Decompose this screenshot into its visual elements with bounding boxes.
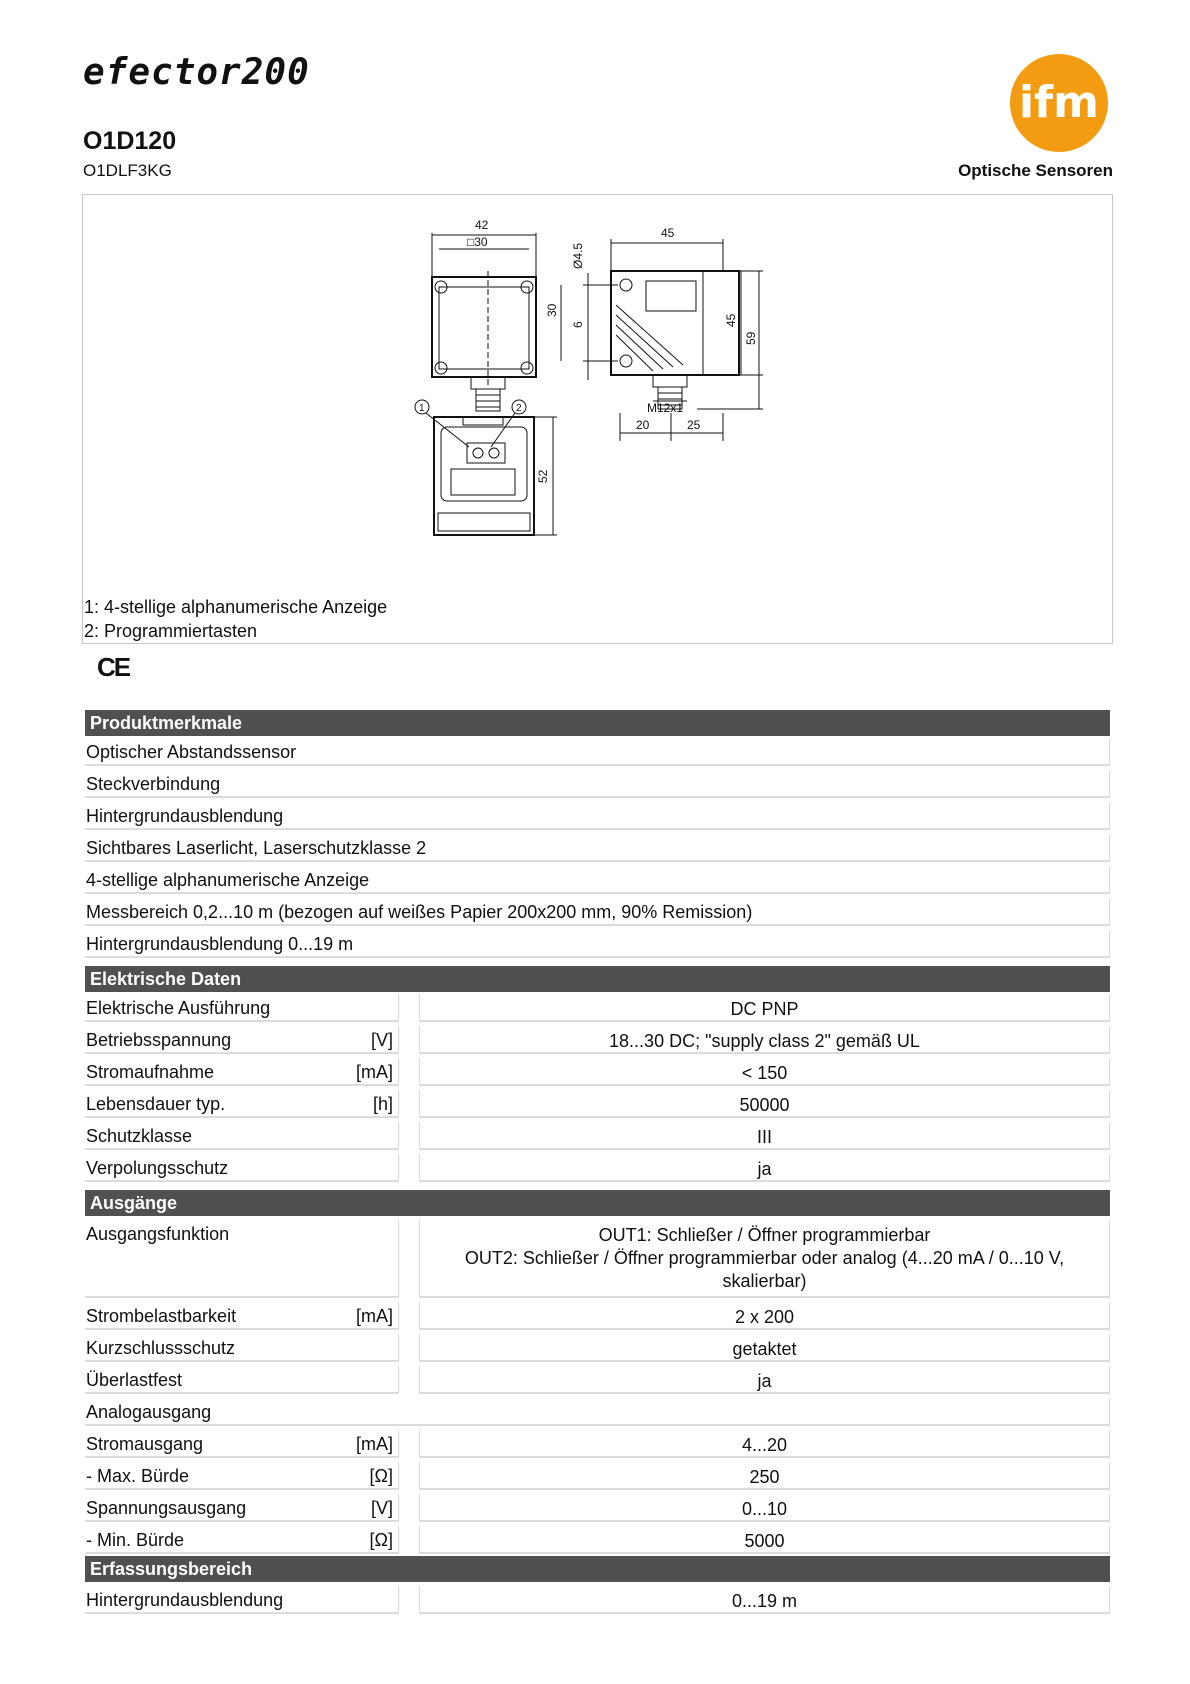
spec-value: getaktet xyxy=(732,1339,797,1359)
spec-label: Stromaufnahme xyxy=(86,1062,215,1082)
spec-label: Überlastfest xyxy=(86,1370,183,1390)
brand-text: efector200 xyxy=(83,52,310,93)
dim-25: 25 xyxy=(687,418,701,432)
spec-value: 5000 xyxy=(744,1531,785,1551)
section-header-elektrische-daten: Elektrische Daten xyxy=(85,966,1110,992)
logo-text: ifm xyxy=(1018,77,1100,128)
spec-value: 0...10 xyxy=(741,1499,788,1519)
spec-value: DC PNP xyxy=(730,999,799,1019)
feature-text: Sichtbares Laserlicht, Laserschutzklasse 2 xyxy=(86,838,427,858)
dimension-drawing xyxy=(83,195,1112,590)
feature-text: Hintergrundausblendung xyxy=(86,806,284,826)
feature-text: Hintergrundausblendung 0...19 m xyxy=(86,934,354,954)
product-category: Optische Sensoren xyxy=(958,161,1113,180)
section-header-ausgaenge: Ausgänge xyxy=(85,1190,1110,1216)
legend-item-1: 1: 4-stellige alphanumerische Anzeige xyxy=(84,597,388,617)
spec-row xyxy=(85,1090,1110,1118)
spec-value: III xyxy=(756,1127,772,1147)
legend-item-2: 2: Programmiertasten xyxy=(84,621,258,641)
spec-value: 0...19 m xyxy=(731,1591,798,1611)
spec-label: Stromausgang xyxy=(86,1434,204,1454)
section-header-produktmerkmale: Produktmerkmale xyxy=(85,710,1110,736)
feature-row xyxy=(85,866,1110,894)
dim-6: 6 xyxy=(571,321,585,328)
dim-20: 20 xyxy=(636,418,650,432)
spec-unit: [h] xyxy=(372,1094,393,1114)
spec-row xyxy=(85,1494,1110,1522)
spec-unit: [V] xyxy=(370,1030,393,1050)
spec-value: 250 xyxy=(749,1467,780,1487)
dim-45-vertical: 45 xyxy=(724,313,738,327)
dim-52: 52 xyxy=(536,469,550,483)
spec-label: Ausgangsfunktion xyxy=(86,1224,230,1244)
spec-row xyxy=(85,1154,1110,1182)
spec-label: Spannungsausgang xyxy=(86,1498,247,1518)
subheading-row-analogausgang xyxy=(85,1398,1110,1426)
feature-row xyxy=(85,898,1110,926)
callout-2: 2 xyxy=(516,403,522,414)
feature-row xyxy=(85,738,1110,766)
feature-text: Steckverbindung xyxy=(86,774,221,794)
spec-row xyxy=(85,1430,1110,1458)
feature-text: Optischer Abstandssensor xyxy=(86,742,297,762)
spec-label: Lebensdauer typ. xyxy=(86,1094,226,1114)
dim-42: 42 xyxy=(475,218,489,232)
spec-label: - Max. Bürde xyxy=(86,1466,190,1486)
spec-label: Betriebsspannung xyxy=(86,1030,232,1050)
feature-row xyxy=(85,930,1110,958)
spec-value: ja xyxy=(757,1371,772,1391)
spec-row xyxy=(85,1122,1110,1150)
spec-label: Elektrische Ausführung xyxy=(86,998,271,1018)
product-code: O1DLF3KG xyxy=(83,161,172,180)
spec-value: < 150 xyxy=(741,1063,788,1083)
spec-unit: [mA] xyxy=(355,1306,393,1326)
spec-unit: [Ω] xyxy=(369,1466,393,1486)
spec-row xyxy=(85,1366,1110,1394)
spec-label: Verpolungsschutz xyxy=(86,1158,229,1178)
spec-value: 18...30 DC; "supply class 2" gemäß UL xyxy=(609,1031,920,1051)
brand-wordmark xyxy=(83,52,383,92)
feature-row xyxy=(85,770,1110,798)
spec-unit: [V] xyxy=(370,1498,393,1518)
spec-row-ausgangsfunktion xyxy=(85,1220,1110,1298)
feature-text: 4-stellige alphanumerische Anzeige xyxy=(86,870,370,890)
spec-unit: [mA] xyxy=(355,1062,393,1082)
subheading-analogausgang: Analogausgang xyxy=(86,1402,212,1422)
spec-value-line: OUT1: Schließer / Öffner programmierbar xyxy=(598,1225,931,1245)
spec-row xyxy=(85,994,1110,1022)
spec-value-line: skalierbar) xyxy=(722,1271,807,1291)
spec-label: Kurzschlussschutz xyxy=(86,1338,236,1358)
dim-45: 45 xyxy=(661,226,675,240)
dim-30: 30 xyxy=(545,303,559,317)
spec-label: Strombelastbarkeit xyxy=(86,1306,237,1326)
spec-value: 4...20 xyxy=(741,1435,788,1455)
spec-value: 2 x 200 xyxy=(734,1307,795,1327)
spec-value: 50000 xyxy=(739,1095,790,1115)
section-header-erfassungsbereich: Erfassungsbereich xyxy=(85,1556,1110,1582)
dim-59: 59 xyxy=(744,331,758,345)
spec-row xyxy=(85,1586,1110,1614)
dimension-drawing-box xyxy=(82,194,1113,644)
callout-1: 1 xyxy=(419,403,425,414)
spec-unit: [mA] xyxy=(355,1434,393,1454)
ce-mark: CE xyxy=(97,652,130,682)
spec-value-line: OUT2: Schließer / Öffner programmierbar oder analog (4...20 mA / 0...10 V, xyxy=(464,1248,1065,1268)
product-title: O1D120 xyxy=(83,127,177,155)
dim-30-square: □30 xyxy=(467,235,488,249)
spec-label: Schutzklasse xyxy=(86,1126,193,1146)
spec-row xyxy=(85,1526,1110,1554)
dim-m12x1: M12x1 xyxy=(647,401,684,415)
spec-unit: [Ω] xyxy=(369,1530,393,1550)
ifm-logo xyxy=(1010,54,1108,152)
spec-row xyxy=(85,1462,1110,1490)
spec-value: ja xyxy=(757,1159,772,1179)
dim-4-5: Ø4.5 xyxy=(571,242,585,269)
feature-row xyxy=(85,834,1110,862)
spec-row xyxy=(85,1058,1110,1086)
spec-row xyxy=(85,1302,1110,1330)
drawing-legend xyxy=(84,595,387,643)
feature-row xyxy=(85,802,1110,830)
feature-text: Messbereich 0,2...10 m (bezogen auf weißes Papier 200x200 mm, 90% Remission) xyxy=(86,902,753,922)
spec-label: - Min. Bürde xyxy=(86,1530,185,1550)
spec-row xyxy=(85,1026,1110,1054)
spec-label: Hintergrundausblendung xyxy=(86,1590,284,1610)
spec-row xyxy=(85,1334,1110,1362)
